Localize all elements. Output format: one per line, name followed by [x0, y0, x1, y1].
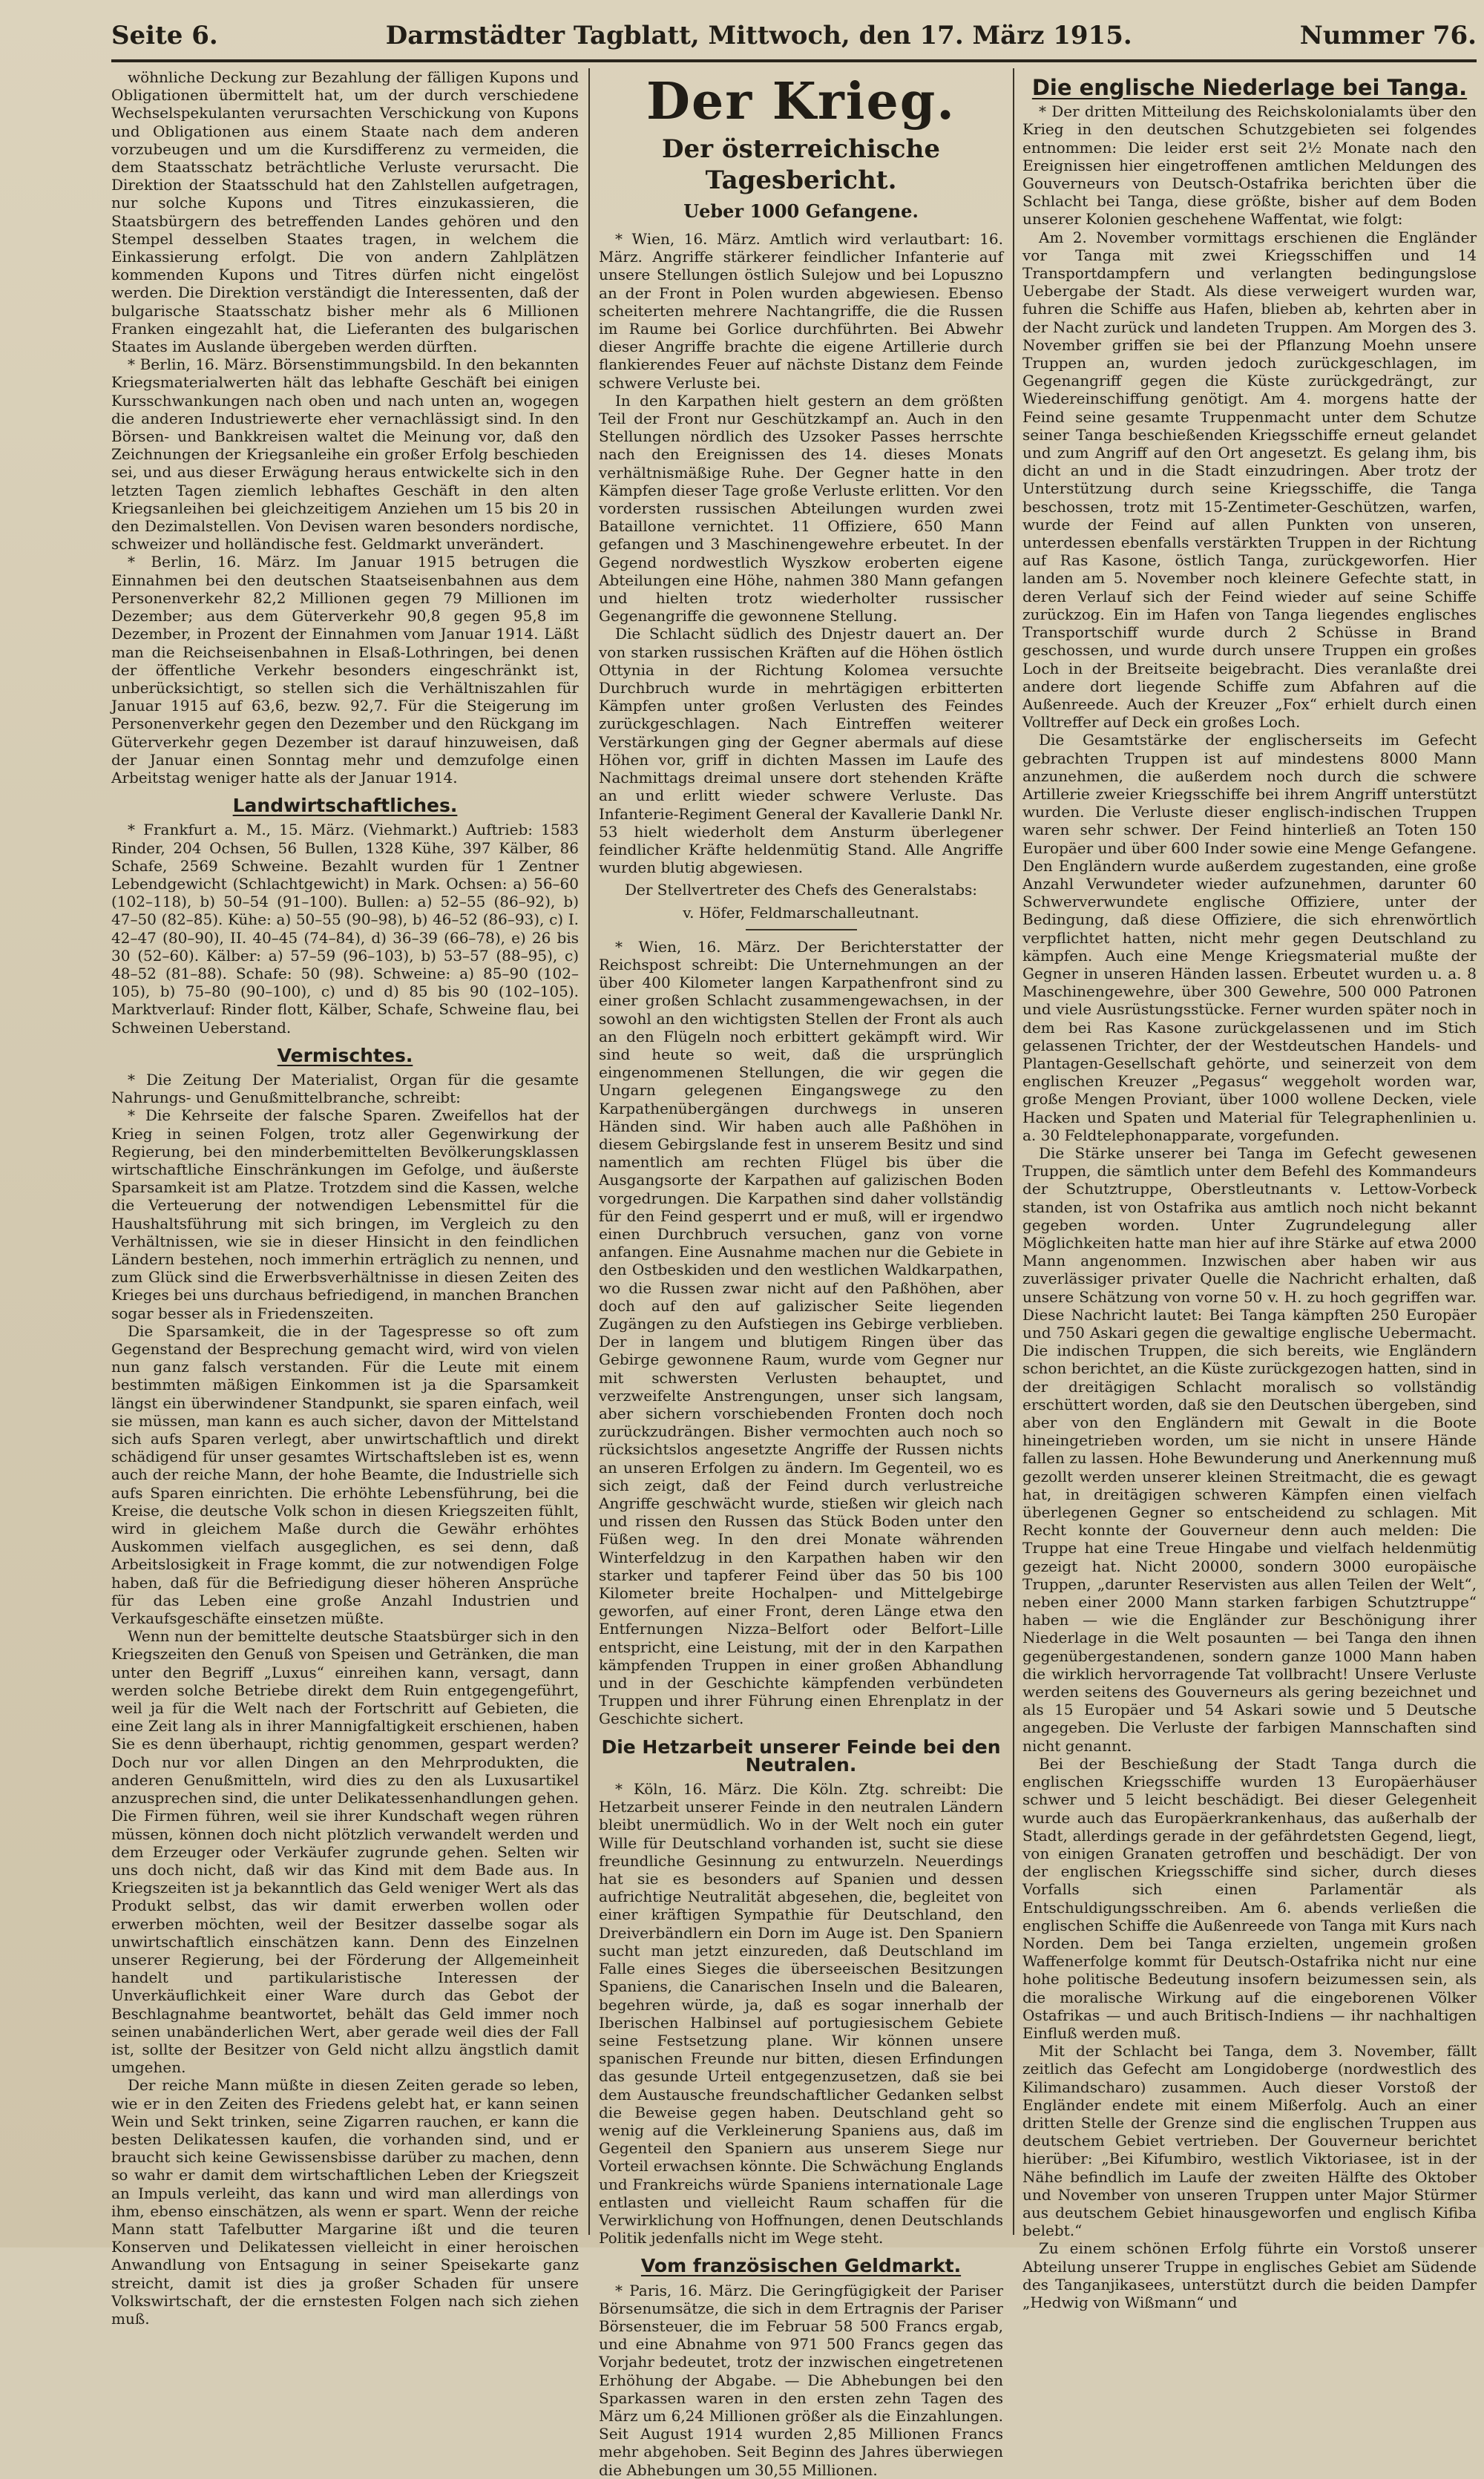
signoff-title: Der Stellvertreter des Chefs des Generalstabs: [624, 881, 978, 899]
page-number: Seite 6. [111, 21, 218, 50]
article-paragraph: * Frankfurt a. M., 15. März. (Viehmarkt.) Auftrieb: 1583 Rinder, 204 Ochsen, 56 Bullen, 1328 Kühe, 397 Kälber, 86 Schafe, 2569 Schweine. Bezahlt wurden für 1 Zentner Lebendgewicht (Schlachtgewicht) in Mark. Ochsen: a) 56–60 (102–118), b) 50–54 (91–100). Bullen: a) 52–55 (86–92), b) 47–50 (82–85). Kühe: a) 50–55 (90–98), b) 46–52 (86–93), c) I. 42–47 (80–90), II. 40–45 (74–84), d) 36–39 (66–78), e) 26 bis 30 (52–60). Kälber: a) 57–59 (96–103), b) 53–57 (88–95), c) 48–52 (81–88). Schafe: 50 (98). Schweine: a) 85–90 (102–105), b) 75–80 (90–100), c) und d) 85 bis 90 (102–105). Marktverlauf: Rinder flott, Kälber, Schafe, Schweine flau, bei Schweinen Ueberstand. [111, 821, 579, 1037]
column-left [111, 68, 579, 2328]
article-paragraph: Zu einem schönen Erfolg führte ein Vorstoß unserer Abteilung unserer Truppe in englisches Gebiet am Südende des Tanganjikasees, unterstützt durch die beiden Dampfer „Hedwig von Wißmann“ und [1022, 2239, 1477, 2311]
article-paragraph: Die Schlacht südlich des Dnjestr dauert an. Der von starken russischen Kräften auf die Höhen östlich Ottynia in der Richtung Kolomea versuchte Durchbruch wurde in mehrtägigen erbitterten Kämpfen unter großen Verlusten des Feindes zurückgeschlagen. Nach Eintreffen weiterer Verstärkungen ging der Gegner abermals auf diese Höhen vor, griff in dichten Massen im Laufe des Nachmittags dreimal unsere dort stehenden Kräfte an und erlitt wieder schwere Verluste. Das Infanterie-Regiment General der Kavallerie Dankl Nr. 53 hielt wiederholt dem Ansturm überlegener feindlicher Kräfte heldenmütig Stand. Alle Angriffe wurden blutig abgewiesen. [599, 625, 1003, 877]
article-paragraph: * Berlin, 16. März. Im Januar 1915 betrugen die Einnahmen bei den deutschen Staatseisenbahnen aus dem Personenverkehr 82,2 Millionen gegen 79 Millionen im Dezember; aus dem Güterverkehr 90,8 gegen 95,8 im Dezember, in Prozent der Einnahmen vom Januar 1914. Läßt man die Reichseisenbahnen in Elsaß-Lothringen, bei denen der öffentliche Verkehr besonders eingeschränkt ist, unberücksichtigt, so stellen sich die Verhältniszahlen für Januar 1915 auf 63,6, bezw. 92,7. Für die Steigerung im Personenverkehr gegen den Dezember und den Rückgang im Güterverkehr gegen Dezember ist darauf hinzuweisen, daß der Januar einen Sonntag mehr und demzufolge einen Arbeitstag weniger hatte als der Januar 1914. [111, 553, 579, 787]
signoff-name: v. Höfer, Feldmarschalleutnant. [683, 903, 919, 922]
section-rule [746, 929, 857, 930]
section-heading-tanga: Die englische Niederlage bei Tanga. [1031, 75, 1468, 100]
article-paragraph: Die Sparsamkeit, die in der Tagespresse so oft zum Gegenstand der Besprechung gemacht wird, wird von vielen nun ganz falsch verstanden. Für die Leute mit einem bestimmten mäßigen Einkommen ist ja die Sparsamkeit längst ein überwindener Standpunkt, sie sparen einfach, weil sie müssen, man kann es auch sicher, davon der Mittelstand sich aufs Sparen verlegt, aber unwirtschaftlich und direkt schädigend für unser gesamtes Wirtschaftsleben ist es, wenn auch der reiche Mann, der hohe Beamte, die Industrielle sich aufs Sparen einrichten. Die erhöhte Lebensführung, bei die Kreise, die deutsche Volk schon in diesen Kriegszeiten fühlt, wird in gleichem Maße durch die Gewähr erhöhtes Auskommen vielfach ausgeglichen, es sei denn, daß Arbeitslosigkeit in Frage kommt, die zur notwendigen Folge haben, daß für die Befriedigung dieser höheren Ansprüche für das Leben eine große Anzahl Industrien und Verkaufsgeschäfte einsetzen müßte. [111, 1321, 579, 1628]
war-headline: Der Krieg. [646, 72, 956, 131]
war-subheadline: Der österreichische Tagesbericht. [662, 134, 940, 195]
article-paragraph: * Paris, 16. März. Die Geringfügigkeit der Pariser Börsenumsätze, die sich in dem Ertragnis der Pariser Börsensteuer, die im Februar 58 500 Francs ergab, und eine Abnahme von 971 500 Francs gegen das Vorjahr bedeutet, trotz der inzwischen eingetretenen Erhöhung der Abgabe. — Die Abhebungen bei den Sparkassen waren in den ersten zehn Tagen des März um 6,24 Millionen größer als die Einzahlungen. Seit August 1914 wurden 2,85 Millionen Francs mehr abgehoben. Seit Beginn des Jahres überwiegen die Abhebungen um 30,55 Millionen. [599, 2281, 1003, 2479]
war-kicker: Ueber 1000 Gefangene. [683, 200, 919, 222]
article-paragraph: * Köln, 16. März. Die Köln. Ztg. schreibt: Die Hetzarbeit unserer Feinde in den neutralen Ländern bleibt unermüdlich. Wo in der Welt noch ein guter Wille für Deutschland vorhanden ist, sucht sie diese freundliche Gesinnung zu entwurzeln. Neuerdings hat sie es besonders auf Spanien und dessen aufrichtige Neutralität abgesehen, die, begleitet von einer kräftigen Sympathie für Deutschland, den Dreiverbändlern ein Dorn im Auge ist. Den Spaniern sucht man jetzt einzureden, daß Deutschland im Falle eines Sieges die überseeischen Besitzungen Spaniens, die Canarischen Inseln und die Balearen, begehren würde, ja, daß es sogar innerhalb der Iberischen Halbinsel auf portugiesischem Gebiete seine Festsetzung plane. Wir können unsere spanischen Freunde nur bitten, diesen Erfindungen das gesunde Urteil entgegenzusetzen, daß sie bei dem Austausche freundschaftlicher Gedanken selbst die Beweise gegen haben. Deutschland geht so wenig auf die Verkleinerung Spaniens aus, daß im Gegenteil den Spaniern aus unserem Siege nur Vorteil erwachsen könnte. Die Schwächung Englands und Frankreichs würde Spaniens internationale Lage entlasten und vielleicht Raum schaffen für die Verwirklichung von Hoffnungen, denen Deutschlands Politik jedenfalls nicht im Wege steht. [599, 1780, 1003, 2247]
article-paragraph: Bei der Beschießung der Stadt Tanga durch die englischen Kriegsschiffe wurden 13 Europäerhäuser schwer und 5 leicht beschädigt. Bei dieser Gelegenheit wurde auch das Europäerkrankenhaus, das außerhalb der Stadt, allerdings gerade in der gefährdetsten Gegend, liegt, von einigen Granaten getroffen und beschädigt. Der von der englischen Kriegsschiffe sind sicher, durch dieses Vorfalls sich einen Parlamentär als Entschuldigungsschreiben. Am 6. abends verließen die englischen Schiffe die Außenreede von Tanga mit Kurs nach Norden. Dem bei Tanga erzielten, ungemein großen Waffenerfolge kommt für Deutsch-Ostafrika nicht nur eine hohe politische Bedeutung insofern beizumessen sein, als die moralische Wirkung auf die eingeborenen Völker Ostafrikas — und auch Britisch-Indiens — ihr nachhaltigen Einfluß werden muß. [1022, 1754, 1477, 2042]
article-paragraph: Die Gesamtstärke der englischerseits im Gefecht gebrachten Truppen ist auf mindestens 8000 Mann anzunehmen, die außerdem noch durch die schwere Artillerie zweier Kriegsschiffe bei ihrem Angriff unterstützt wurden. Die Verluste dieser englisch-indischen Truppen waren sehr schwer. Der Feind hinterließ an Toten 150 Europäer und über 600 Inder sowie eine Menge Gefangene. Den Engländern wurde außerdem zugestanden, eine große Anzahl Verwundeter wieder aufzunehmen, darunter 60 Schwerverwundete englische Offiziere, unter der Bedingung, daß diese Offiziere, die sich ehrenwörtlich verpflichtet hatten, nicht mehr gegen Deutschland zu kämpfen. Auch eine Menge Kriegsmaterial mußte der Gegner in unseren Händen lassen. Erbeutet wurden u. a. 8 Maschinengewehre, über 300 Gewehre, 500 000 Patronen und viele Ausrüstungsstücke. Ferner wurden später noch in dem bei Ras Kasone zurückgelassenen und im Stich gelassenen Trichter, der der Westdeutschen Handels- und Plantagen-Gesellschaft gehörte, und seinerzeit von dem englischen Kreuzer „Pegasus“ weggeholt worden war, große Mengen Proviant, über 1000 wollene Decken, viele Hacken und Spaten und Material für Telegraphenlinien u. a. 30 Feldtelephonapparate, vorgefunden. [1022, 731, 1477, 1144]
article-paragraph: Am 2. November vormittags erschienen die Engländer vor Tanga mit zwei Kriegsschiffen und 14 Transportdampfern und verlangten bedingungslose Uebergabe der Stadt. Als diese verweigert wurden war, fuhren die Schiffe aus Hafen, blieben ab, kehrten aber in der Nacht zurück und landeten Truppen. Am Morgen des 3. November griffen sie bei der Pflanzung Moehn unsere Truppen an, wurden jedoch zurückgeschlagen, im Gegenangriff gegen die Küste zurückgedrängt, zur Wiedereinschiffung genötigt. Am 4. morgens hatte der Feind seine gesamte Truppenmacht unter dem Schutze seiner Tanga beschießenden Kriegsschiffe erneut gelandet und zum Angriff auf den Ort angesetzt. Es gelang ihm, bis dicht an und in die Stadt einzudringen. Aber trotz der Unterstützung durch seine Kriegsschiffe, die Tanga beschossen, trotz mit 15-Zentimeter-Geschützen, warfen, wurde der Feind auf allen Punkten von unseren, unterdessen ebenfalls verstärkten Truppen in der Richtung auf Ras Kasone, östlich Tanga, zurückgeworfen. Hier landen am 5. November noch kleinere Gefechte statt, in deren Verlauf sich der Feind wieder auf seine Schiffe zurückzog. Ein im Hafen von Tanga liegendes englisches Transportschiff wurde durch 2 Schüsse in Brand geschossen, und wurde durch unsere Truppen ein großes Loch in der Breitseite beigebracht. Dies veranlaßte drei andere dort liegende Schiffe zum Abfahren auf die Außenreede. Auch der Kreuzer „Fox“ erhielt durch einen Volltreffer auf Deck ein großes Loch. [1022, 228, 1477, 732]
article-paragraph: wöhnliche Deckung zur Bezahlung der fälligen Kupons und Obligationen übermittelt hat, um der durch verschiedene Wechselspekulanten verursachten Verschickung von Kupons und Obligationen aus einem Staate nach dem anderen vorzubeugen und um die Kursdifferenz zu vermeiden, die dem Staatsschatz beträchtliche Verluste verursacht. Die Direktion der Staatsschuld hat den Zahlstellen aufgetragen, nur solche Kupons und Titres einzukassieren, die Staatsbürgern des betreffenden Landes gehören und den Stempel desselben Staates tragen, in welchem die Einkassierung erfolgt. Die von andern Zahlplätzen kommenden Kupons und Titres dürfen nicht eingelöst werden. Die Direktion verständigt die Interessenten, daß der bulgarische Staatsschatz bisher mehr als 6 Millionen Franken eingezahlt hat, die Lieferanten des bulgarischen Staates im Auslande übergeben werden dürften. [111, 68, 579, 356]
section-heading-geldmarkt: Vom französischen Geldmarkt. [640, 2255, 962, 2277]
column-middle [599, 68, 1003, 2479]
article-paragraph: Die Stärke unserer bei Tanga im Gefecht gewesenen Truppen, die sämtlich unter dem Befehl des Kommandeurs der Schutztruppe, Oberstleutnants v. Lettow-Vorbeck standen, ist von Ostafrika aus amtlich noch nicht bekannt gegeben worden. Unter Zugrundelegung aller Möglichkeiten hatte man hier auf ihre Stärke auf etwa 2000 Mann angenommen. Inzwischen aber haben wir aus zuverlässiger privater Quelle die Nachricht erhalten, daß unsere Schätzung von vorne 50 v. H. zu hoch gegriffen war. Diese Nachricht lautet: Bei Tanga kämpften 250 Europäer und 750 Askari gegen die gewaltige englische Uebermacht. Die indischen Truppen, die sich bereits, wie Engländern schon berichtet, an die Küste zurückgezogen hatten, sind in der dreitägigen Schlacht moralisch so vollständig erschüttert worden, daß sie den Deutschen übergeben, sind aber von den Engländern mit Gewalt in die Boote hineingetrieben worden, um sie nicht in unsere Hände fallen zu lassen. Hohe Bewunderung und Anerkennung muß gezollt werden unserer kleinen Streitmacht, die es gewagt hat, in dreitägigen schweren Kämpfen einen vielfach überlegenen Gegner so entscheidend zu schlagen. Mit Recht konnte der Gouverneur denn auch melden: Die Truppe hat eine Treue Hingabe und vielfach heldenmütig gezeigt hat. Nicht 20000, sondern 3000 europäische Truppen, „darunter Reservisten aus allen Teilen der Welt“, neben einer 2000 Mann starken farbigen Schutztruppe“ haben — wie die Engländer zur Beschönigung ihrer Niederlage in die Welt posaunten — bei Tanga den ihnen gegenübergestandenen, sondern ganze 1000 Mann haben die wirklich hervorragende Tat vollbracht! Unsere Verluste werden seitens des Gouverneurs als gering bezeichnet und als 15 Europäer und 54 Askari sowie und 5 Deutsche angegeben. Die Verluste der farbigen Mannschaften sind nicht genannt. [1022, 1143, 1477, 1755]
section-heading-vermischtes: Vermischtes. [277, 1044, 413, 1066]
article-paragraph: * Der dritten Mitteilung des Reichskolonialamts über den Krieg in den deutschen Schutzgebieten sei folgendes entnommen: Die leider erst seit 2½ Monate nach den Ereignissen hier eingetroffenen amtlichen Meldungen des Gouverneurs von Deutsch-Ostafrika berichten über die Schlacht bei Tanga, diese größte, bisher auf dem Boden unserer Kolonien geschehene Waffentat, wie folgt: [1022, 102, 1477, 229]
article-paragraph: * Die Kehrseite der falsche Sparen. Zweifellos hat der Krieg in seinen Folgen, trotz aller Gegenwirkung der Regierung, bei den minderbemittelten Bevölkerungsklassen wirtschaftliche Einschränkungen im Gefolge, und äußerste Sparsamkeit ist am Platze. Trotzdem sind die Kassen, welche die Verteuerung der notwendigen Lebensmittel für die Haushaltsführung mit sich bringen, im Vergleich zu den Verhältnissen, wie sie in dieser Hinsicht in den feindlichen Ländern bestehen, noch immerhin erträglich zu nennen, und zum Glück sind die Erwerbsverhältnisse in diesen Zeiten des Krieges bei uns durchaus befriedigend, in manchen Branchen sogar besser als in Friedenszeiten. [111, 1106, 579, 1322]
article-paragraph: * Wien, 16. März. Der Berichterstatter der Reichspost schreibt: Die Unternehmungen an der über 400 Kilometer langen Karpathenfront sind zu einer großen Schlacht zusammengewachsen, in der sowohl an den wichtigsten Stellen der Front als auch an den Flügeln noch erbittert gekämpft wird. Wir sind heute so weit, daß die ursprünglich eingenommenen Stellungen, die wir gegen die Ungarn gelegenen Eingangswege zu den Karpathenübergängen durchwegs in unseren Händen sind. Wir haben auch alle Paßhöhen in diesem Gebirgslande fest in unserem Besitz und sind namentlich am rechten Flügel bis über die Ausgangsorte der Karpathen auf galizischen Boden vorgedrungen. Die Karpathen sind daher vollständig für den Feind gesperrt und er muß, will er irgendwo einen Durchbruch versuchen, ganz von vorne anfangen. Eine Ausnahme machen nur die Gebiete in den Ostbeskiden und den westlichen Waldkarpathen, wo die Russen zwar nicht auf den Paßhöhen, aber doch auf den auf galizischer Seite liegenden Zugängen zu den Aufstiegen ins Gebirge verblieben. Der in langem und blutigem Ringen über das Gebirge gewonnene Raum, wurde vom Gegner nur mit schwersten Verlusten behauptet, und verzweifelte Anstrengungen, unser sich langsam, aber sichern vorschiebenden Fronten doch noch zurückzudrängen. Bisher vermochten auch noch so rücksichtslos angesetzte Angriffe der Russen nichts an unseren Erfolgen zu ändern. Im Gegenteil, wo es sich zeigt, daß der Feind durch verlustreiche Angriffe geschwächt wurde, stießen wir gleich nach und rissen den Russen das Stück Boden unter den Füßen weg. In den drei Monate währenden Winterfeldzug in den Karpathen haben wir den starker und tapferer Feind über das 50 bis 100 Kilometer breite Hochalpen- und Mittelgebirge geworfen, auf einer Front, deren Länge etwa den Entfernungen Nizza–Belfort oder Belfort–Lille entspricht, eine Leistung, mit der in den Karpathen kämpfenden Truppen in einer großen Abhandlung und in der Geschichte kämpfenden verbündeten Truppen und ihrer Führung einen Ehrenplatz in der Geschichte sichert. [599, 937, 1003, 1728]
article-paragraph: * Wien, 16. März. Amtlich wird verlautbart: 16. März. Angriffe stärkerer feindlicher Infanterie auf unsere Stellungen östlich Sulejow und bei Lopuszno an der Front in Polen wurden abgewiesen. Ebenso scheiterten mehrere Nachtangriffe, die die Russen im Raume bei Gorlice durchführten. Bei Abwehr dieser Angriffe brachte die eigene Artillerie durch flankierendes Feuer auf nächste Distanz dem Feinde schwere Verluste bei. [599, 230, 1003, 392]
column-divider [1013, 68, 1014, 2235]
masthead-date: Darmstädter Tagblatt, Mittwoch, den 17. März 1915. [385, 21, 1132, 50]
page-header [111, 15, 1477, 56]
article-paragraph: Der reiche Mann müßte in diesen Zeiten gerade so leben, wie er in den Zeiten des Friedens gelebt hat, er kann seinen Wein und Sekt trinken, seine Zigarren rauchen, er kann die besten Delikatessen kaufen, die vorhanden sind, und er braucht sich keine Gewissensbisse darüber zu machen, denn so wahr er damit dem wirtschaftlichen Leben der Kriegszeit an Impuls verleiht, das kann und wird man allerdings von ihm, ebenso einschätzen, als wenn er spart. Wenn der reiche Mann statt Tafelbutter Margarine ißt und die teuren Konserven und Delikatessen vielleicht in einer heroischen Anwandlung von Entsagung in seiner Speisekarte ganz streicht, damit ist dies ja großer Schaden für unsere Volkswirtschaft, der die ernstesten Folgen nach sich ziehen muß. [111, 2076, 579, 2328]
article-paragraph: Mit der Schlacht bei Tanga, dem 3. November, fällt zeitlich das Gefecht am Longidoberge (nordwestlich des Kilimandscharo) zusammen. Auch dieser Vorstoß der Engländer endete mit einem Mißerfolg. Auch an einer dritten Stelle der Grenze sind die englischen Truppen aus deutschem Gebiet vertrieben. Der Gouverneur berichtet hierüber: „Bei Kifumbiro, westlich Viktoriasee, ist in der Nähe befindlich im Laufe der zweiten Hälfte des Oktober und November von unseren Truppen unter Major Stürmer aus deutschem Gebiet hinausgeworfen und englisch Kifiba belebt.“ [1022, 2042, 1477, 2240]
article-paragraph: * Berlin, 16. März. Börsenstimmungsbild. In den bekannten Kriegsmaterialwerten hält das lebhafte Geschäft bei einigen Kursschwankungen nach oben und nach unten an, wogegen die anderen Industriewerte eher vernachlässigt sind. In den Börsen- und Bankkreisen waltet die Meinung vor, daß den Zeichnungen der Kriegsanleihe ein großer Erfolg beschieden sei, und aus dieser Erwägung heraus entwickelte sich in den letzten Tagen ziemlich lebhaftes Geschäft in den alten Kriegsanleihen bei gleichzeitigem Anziehen um 15 bis 20 in den Dezimalstellen. Von Devisen waren besonders nordische, schweizer und holländische fest. Geldmarkt unverändert. [111, 355, 579, 554]
section-heading-landwirtschaft: Landwirtschaftliches. [232, 795, 458, 817]
column-divider [588, 68, 590, 2235]
header-rule [111, 59, 1477, 62]
article-paragraph: * Die Zeitung Der Materialist, Organ für die gesamte Nahrungs- und Genußmittelbranche, schreibt: [111, 1070, 579, 1107]
column-right [1022, 68, 1477, 2311]
section-heading-hetzarbeit: Die Hetzarbeit unserer Feinde bei den Neutralen. [601, 1736, 1001, 1776]
article-paragraph: Wenn nun der bemittelte deutsche Staatsbürger sich in den Kriegszeiten den Genuß von Speisen und Getränken, die man unter den Begriff „Luxus“ einreihen kann, versagt, dann werden solche Betriebe direkt dem Ruin entgegengeführt, weil ja für die Welt nach der Fortschritt auf Gebieten, die eine Zeit lang als in ihrer Mannigfaltigkeit erschienen, haben Sie es denn überhaupt, richtig genommen, gespart werden? Doch nur vor allen Dingen an den Mehrprodukten, die anderen Genußmitteln, wird dies zu den als Luxusartikel anzusprechen sind, die unter Delikatessenhandlungen gehen. Die Firmen führen, weil sie ihrer Kundschaft wegen rühren müssen, können doch nicht plötzlich verwandelt werden und dem Erzeuger oder Verkäufer zugrunde gehen. Selten wir uns doch nicht, daß wir das Kind mit dem Bade aus. In Kriegszeiten ist ja bekanntlich das Geld weniger Wert als das Produkt selbst, das wir damit erwerben wollen oder erwerben möchten, weil der Besitzer dasselbe sogar als unwirtschaftlich einschätzen kann. Denn des Einzelnen unserer Regierung, bei der Förderung der Allgemeinheit handelt und partikularistische Interessen der Unverkäuflichkeit einer Ware durch das Gebot der Beschlagnahme beantwortet, behält das Geld immer noch seinen unabänderlichen Wert, aber gerade weil dies der Fall ist, sollte der Besitzer von Geld nicht allzu ängstlich damit umgehen. [111, 1627, 579, 2077]
issue-number: Nummer 76. [1299, 21, 1477, 50]
article-paragraph: In den Karpathen hielt gestern an dem größten Teil der Front nur Geschützkampf an. Auch in den Stellungen nördlich des Uzsoker Passes herrschte nach den Ereignissen des 14. dieses Monats verhältnismäßige Ruhe. Der Gegner hatte in den Kämpfen dieser Tage große Verluste erlitten. Vor den vordersten russischen Abteilungen wurden zwei Bataillone vernichtet. 11 Offiziere, 650 Mann gefangen und 3 Maschinengewehre erbeutet. In der Gegend nordwestlich Wyszkow eroberten eigene Abteilungen eine Höhe, nahmen 380 Mann gefangen und hielten trotz wiederholter russischer Gegenangriffe die gewonnene Stellung. [599, 391, 1003, 626]
